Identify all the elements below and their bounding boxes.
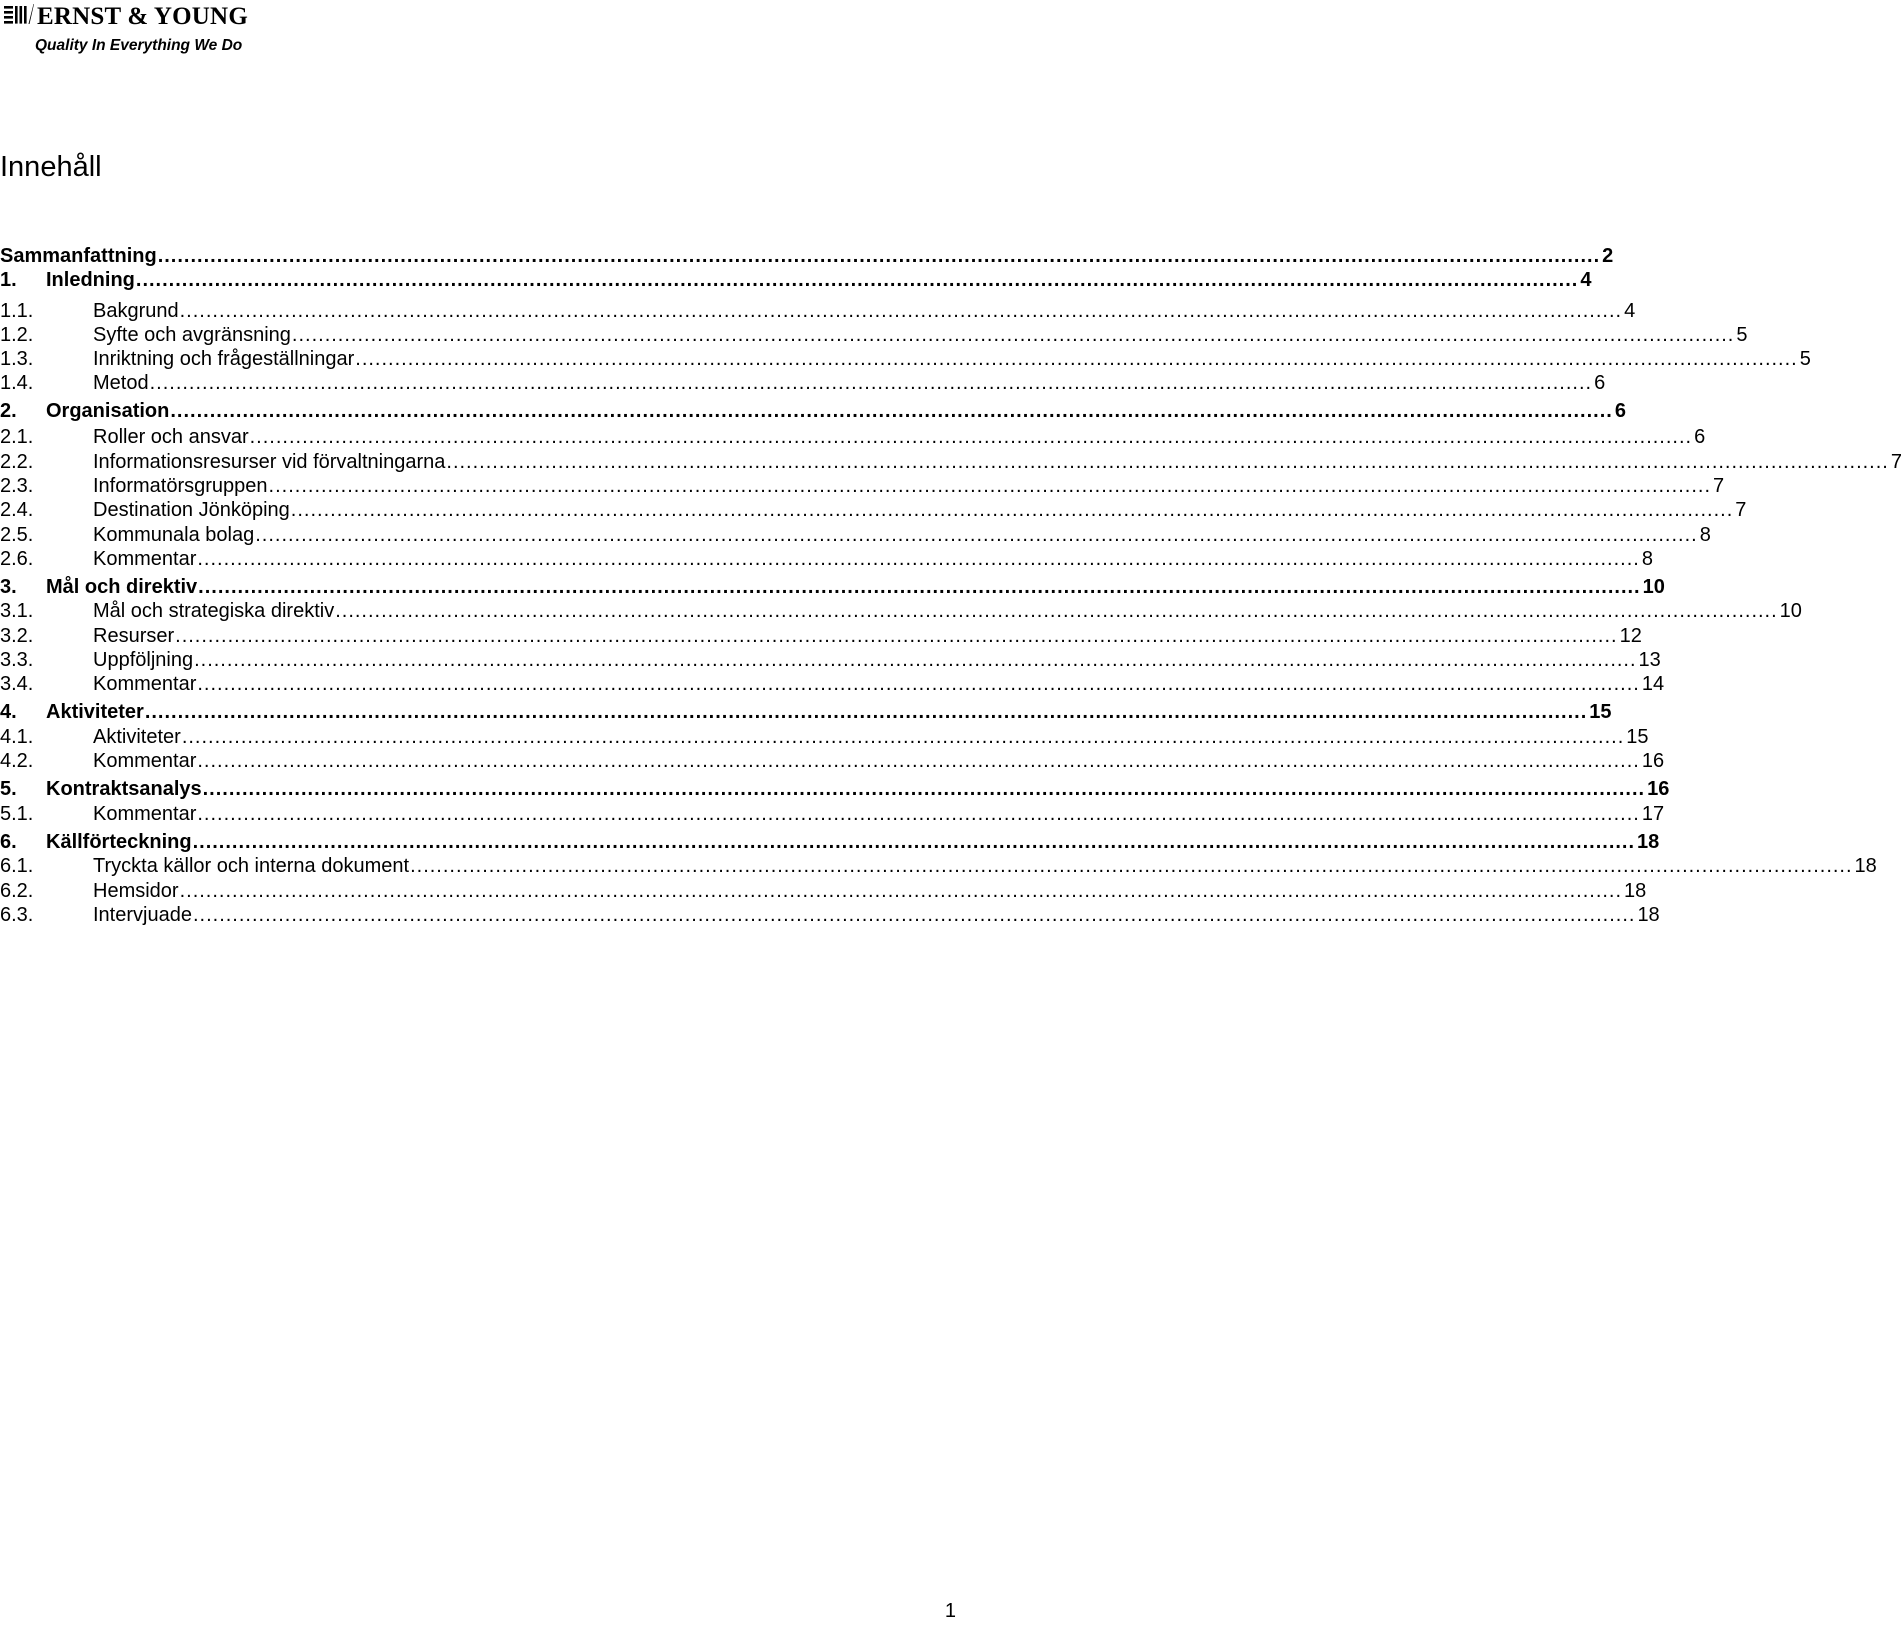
toc-entry[interactable] [0, 424, 1706, 450]
toc-entry-page: 4 [1580, 269, 1592, 291]
toc-dot-leader: ............................................................................................................................................................................................................................ [144, 701, 1588, 723]
toc-entry[interactable] [0, 322, 1748, 348]
toc-entry-page: 15 [1626, 726, 1649, 748]
toc-entry[interactable] [0, 853, 1877, 879]
toc-entry[interactable] [0, 671, 1665, 697]
toc-entry-title: Uppföljning [93, 649, 194, 671]
toc-entry[interactable] [0, 449, 1902, 475]
toc-entry-title: Destination Jönköping [93, 499, 290, 521]
toc-dot-leader: ............................................................................................................................................................................................................................ [291, 324, 1735, 346]
toc-dot-leader: ............................................................................................................................................................................................................................ [249, 426, 1693, 448]
toc-entry-number: 1. [0, 269, 17, 291]
toc-dot-leader: ............................................................................................................................................................................................................................ [255, 524, 1698, 546]
toc-entry[interactable] [0, 267, 1592, 293]
toc-entry-title: Aktiviteter [46, 701, 144, 723]
toc-entry-number: 2.3. [0, 475, 34, 497]
toc-entry-title: Kommunala bolag [93, 524, 255, 546]
toc-entry-title: Bakgrund [93, 300, 179, 322]
toc-entry-number: 5. [0, 778, 17, 800]
page-number: 1 [944, 1600, 956, 1622]
toc-entry[interactable] [0, 801, 1665, 827]
toc-entry-number: 2.6. [0, 548, 34, 570]
toc-entry-title: Kommentar [93, 673, 197, 695]
toc-entry-page: 8 [1699, 524, 1711, 546]
toc-entry[interactable] [0, 748, 1665, 774]
toc-dot-leader: ............................................................................................................................................................................................................................ [197, 750, 1640, 772]
toc-dot-leader: ............................................................................................................................................................................................................................ [192, 904, 1636, 926]
toc-entry[interactable] [0, 699, 1612, 725]
toc-entry-page: 18 [1637, 831, 1660, 853]
toc-dot-leader: ............................................................................................................................................................................................................................ [446, 451, 1889, 473]
toc-entry-title: Resurser [93, 625, 175, 647]
toc-entry-number: 3.3. [0, 649, 34, 671]
toc-entry-title: Mål och direktiv [46, 576, 198, 598]
toc-entry-title: Kommentar [93, 803, 197, 825]
toc-dot-leader: ............................................................................................................................................................................................................................ [198, 576, 1641, 598]
toc-entry-page: 17 [1641, 803, 1665, 825]
toc-entry-page: 6 [1614, 400, 1626, 422]
toc-entry-page: 4 [1624, 300, 1636, 322]
toc-entry-page: 7 [1735, 499, 1747, 521]
toc-entry-page: 18 [1854, 855, 1877, 877]
toc-heading: Innehåll [0, 151, 102, 183]
toc-entry[interactable] [0, 346, 1811, 372]
toc-dot-leader: ............................................................................................................................................................................................................................ [197, 548, 1640, 570]
toc-dot-leader: ............................................................................................................................................................................................................................ [179, 300, 1623, 322]
toc-dot-leader: ............................................................................................................................................................................................................................ [175, 625, 1618, 647]
toc-entry-title: Informatörsgruppen [93, 475, 268, 497]
toc-entry[interactable] [0, 902, 1660, 928]
toc-entry-page: 18 [1624, 880, 1647, 902]
toc-entry-number: 2.2. [0, 451, 34, 473]
toc-entry-title: Hemsidor [93, 880, 179, 902]
toc-dot-leader: ............................................................................................................................................................................................................................ [202, 778, 1646, 800]
toc-entry-title: Aktiviteter [93, 726, 181, 748]
toc-entry-number: 1.2. [0, 324, 34, 346]
toc-entry[interactable] [0, 829, 1660, 855]
toc-entry[interactable] [0, 243, 1614, 269]
toc-entry[interactable] [0, 497, 1747, 523]
toc-entry-title: Mål och strategiska direktiv [93, 600, 335, 622]
toc-dot-leader: ............................................................................................................................................................................................................................ [179, 880, 1623, 902]
toc-dot-leader: ............................................................................................................................................................................................................................ [170, 400, 1613, 422]
toc-entry[interactable] [0, 473, 1725, 499]
toc-dot-leader: ............................................................................................................................................................................................................................ [157, 245, 1601, 267]
toc-entry-number: 4.2. [0, 750, 34, 772]
toc-entry-page: 13 [1638, 649, 1661, 671]
toc-entry-number: 6. [0, 831, 17, 853]
toc-entry[interactable] [0, 298, 1636, 324]
toc-entry[interactable] [0, 724, 1649, 750]
toc-entry-number: 3. [0, 576, 17, 598]
toc-dot-leader: ............................................................................................................................................................................................................................ [149, 372, 1593, 394]
toc-dot-leader: ............................................................................................................................................................................................................................ [410, 855, 1853, 877]
toc-entry-page: 10 [1779, 600, 1802, 622]
toc-entry-page: 2 [1602, 245, 1614, 267]
toc-entry-title: Kommentar [93, 750, 197, 772]
toc-dot-leader: ............................................................................................................................................................................................................................ [355, 348, 1798, 370]
toc-entry-title: Tryckta källor och interna dokument [93, 855, 410, 877]
toc-entry-title: Kommentar [93, 548, 197, 570]
toc-entry-number: 2.4. [0, 499, 34, 521]
toc-entry-page: 5 [1799, 348, 1811, 370]
toc-dot-leader: ............................................................................................................................................................................................................................ [194, 649, 1637, 671]
toc-entry-number: 1.3. [0, 348, 34, 370]
toc-entry-page: 7 [1713, 475, 1725, 497]
toc-entry[interactable] [0, 574, 1665, 600]
toc-dot-leader: ............................................................................................................................................................................................................................ [268, 475, 1712, 497]
toc-entry-number: 2.5. [0, 524, 34, 546]
toc-entry[interactable] [0, 598, 1802, 624]
toc-dot-leader: ............................................................................................................................................................................................................................ [335, 600, 1778, 622]
toc-entry[interactable] [0, 546, 1653, 572]
toc-entry-number: 3.4. [0, 673, 34, 695]
toc-entry-page: 6 [1694, 426, 1706, 448]
toc-entry-number: 6.2. [0, 880, 34, 902]
toc-entry-number: 1.4. [0, 372, 34, 394]
toc-entry[interactable] [0, 776, 1670, 802]
toc-entry-title: Informationsresurser vid förvaltningarna [93, 451, 446, 473]
toc-dot-leader: ............................................................................................................................................................................................................................ [192, 831, 1636, 853]
toc-entry-title: Metod [93, 372, 149, 394]
toc-entry-number: 4. [0, 701, 17, 723]
toc-dot-leader: ............................................................................................................................................................................................................................ [135, 269, 1579, 291]
toc-entry-number: 6.1. [0, 855, 34, 877]
logo-company-name: ERNST & YOUNG [37, 3, 248, 30]
toc-entry-number: 3.1. [0, 600, 34, 622]
toc-entry-number: 2. [0, 400, 17, 422]
toc-entry-title: Intervjuade [93, 904, 192, 926]
toc-entry-page: 6 [1594, 372, 1606, 394]
logo-tagline: Quality In Everything We Do [35, 37, 243, 54]
toc-entry-number: 3.2. [0, 625, 34, 647]
toc-dot-leader: ............................................................................................................................................................................................................................ [197, 803, 1640, 825]
toc-entry-title: Organisation [46, 400, 170, 422]
toc-entry[interactable] [0, 623, 1642, 649]
toc-entry-title: Kontraktsanalys [46, 778, 202, 800]
toc-entry-title: Inledning [46, 269, 135, 291]
toc-entry-page: 14 [1641, 673, 1665, 695]
toc-entry-page: 8 [1641, 548, 1653, 570]
toc-dot-leader: ............................................................................................................................................................................................................................ [197, 673, 1640, 695]
toc-entry-page: 10 [1642, 576, 1665, 598]
toc-entry-title: Inriktning och frågeställningar [93, 348, 355, 370]
toc-entry-title: Roller och ansvar [93, 426, 249, 448]
toc-entry-number: 5.1. [0, 803, 34, 825]
toc-entry-page: 7 [1890, 451, 1902, 473]
toc-entry-number: 6.3. [0, 904, 34, 926]
toc-entry-number: 2.1. [0, 426, 34, 448]
toc-entry[interactable] [0, 647, 1661, 673]
toc-entry-page: 16 [1641, 750, 1665, 772]
toc-entry-number: 1.1. [0, 300, 34, 322]
toc-dot-leader: ............................................................................................................................................................................................................................ [290, 499, 1734, 521]
toc-entry-page: 18 [1637, 904, 1660, 926]
toc-entry-title: Källförteckning [46, 831, 192, 853]
toc-entry-page: 5 [1736, 324, 1748, 346]
toc-entry-page: 12 [1619, 625, 1642, 647]
toc-entry-page: 15 [1589, 701, 1612, 723]
toc-entry-title: Sammanfattning [0, 245, 157, 267]
toc-entry-number: 4.1. [0, 726, 34, 748]
toc-entry[interactable] [0, 398, 1626, 424]
toc-entry[interactable] [0, 878, 1647, 904]
toc-entry[interactable] [0, 370, 1606, 396]
toc-dot-leader: ............................................................................................................................................................................................................................ [181, 726, 1625, 748]
toc-entry-title: Syfte och avgränsning [93, 324, 291, 346]
toc-entry[interactable] [0, 522, 1711, 548]
toc-entry-page: 16 [1647, 778, 1670, 800]
